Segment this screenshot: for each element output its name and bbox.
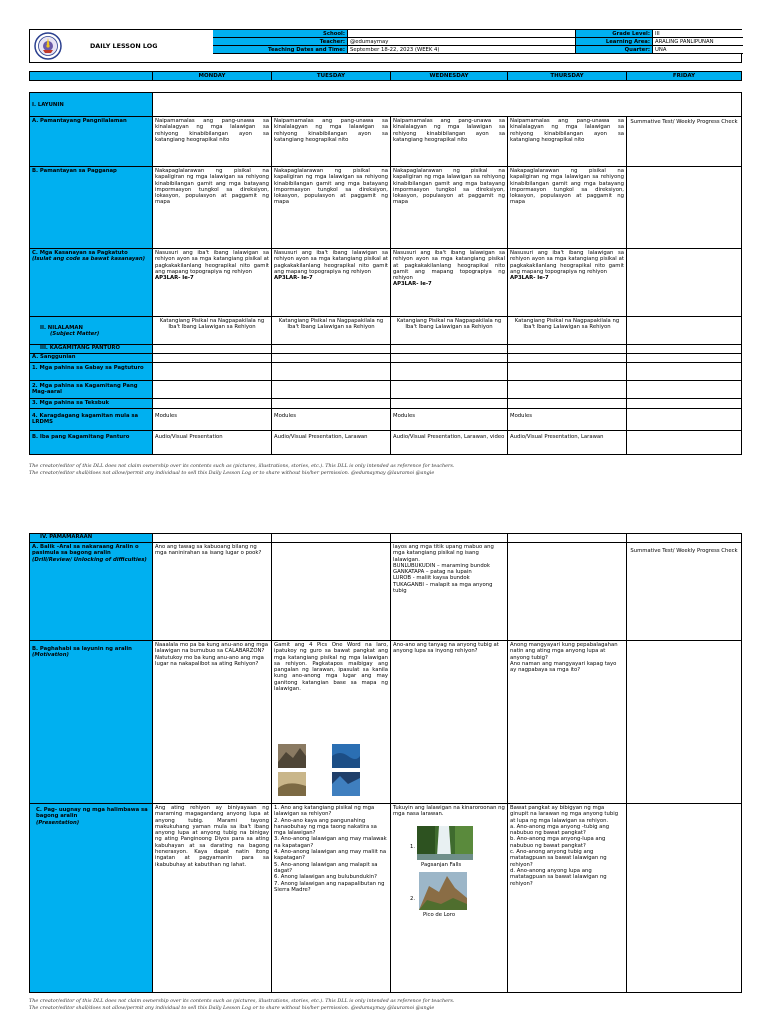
day-tuesday: TUESDAY — [272, 72, 391, 80]
pag-uugnay-thu-line: a. Ano-anong mga anyong -tubig ang nabubuo ng bawat pangkat? — [510, 823, 610, 837]
paghahabi-thursday — [508, 641, 627, 803]
school-value — [348, 30, 576, 38]
pag-uugnay-friday — [627, 804, 741, 992]
disclaimer-footer-1 — [29, 463, 454, 477]
dll-title: DAILY LESSON LOG — [90, 42, 158, 50]
paghahabi-friday — [627, 641, 741, 803]
gabay-label: 1. Mga pahina sa Gabay sa Pagtuturo — [30, 363, 153, 380]
pag-uugnay-tue-line: 6. Anong lalawigan ang bulubundukin? — [274, 874, 377, 881]
kasanayan-wednesday — [391, 249, 508, 316]
pic1-number: 1. — [410, 844, 416, 850]
lesson-table-part1 — [29, 92, 742, 455]
teaching-dates-label: Teaching Dates and Time: — [213, 46, 348, 54]
lrdms-thursday: Modules — [508, 409, 627, 430]
kasanayan-subtitle: (Isulat ang code sa bawat kasanayan) — [32, 256, 146, 263]
pamamaraan-monday — [153, 534, 272, 542]
sanggunian-label: A. Sanggunian — [30, 354, 153, 362]
kasanayan-monday — [153, 249, 272, 316]
pagganap-friday — [627, 167, 741, 248]
teksbuk-tuesday — [272, 399, 391, 408]
iba-thursday: Audio/Visual Presentation, Larawan — [508, 431, 627, 454]
pico-de-loro-image — [419, 872, 467, 910]
pag-uugnay-tue-line: 3. Ano-anong lalawigan ang may malawak na kapatagan? — [274, 836, 387, 849]
paghahabi-monday — [153, 641, 272, 803]
pag-uugnay-row — [30, 804, 741, 992]
header-info-grid — [213, 30, 743, 62]
lrdms-wednesday: Modules — [391, 409, 508, 430]
nilalaman-monday: Katangiang Pisikal na Nagpapakilala ng Iba't Ibang Lalawigan sa Rehiyon — [153, 317, 272, 344]
day-thursday: THURSDAY — [508, 72, 627, 80]
kagamitang-mag-aaral-label: 2. Mga pahina sa Kagamitang Pang Mag-aaral — [30, 381, 153, 398]
sanggunian-monday — [153, 354, 272, 362]
balik-aral-row — [30, 543, 741, 641]
teksbuk-friday — [627, 399, 741, 408]
disclaimer-line-1: The creator/editor of this DLL does not claim ownership over its contents such as (pictures, illustrations, stories, etc.). This DLL is only intended as reference for teachers. — [29, 998, 455, 1004]
pico-de-loro-caption: Pico de Loro — [423, 912, 456, 918]
layunin-row — [30, 93, 741, 117]
kagamitang-panturo-label: III. KAGAMITANG PANTURO — [30, 345, 153, 353]
paghahabi-tue-text: Gamit ang 4 Pics One Word na laro, ipatukoy ng guro sa bawat pangkat ang mga katangiang pisikal ng mga lalawigan sa rehiyon. Pagkatapos maibigay ang pangalan ng larawan, ipasulat sa kanila kung ano-anong mga lugar ang may ganitong katangian base sa mapa ng lalawigan. — [274, 642, 388, 693]
pag-uugnay-tue-line: 1. Ano ang katangiang pisikal ng mga lalawigan sa rehiyon? — [274, 805, 375, 818]
balik-aral-monday: Ano ang tawag sa kabuoang bilang ng mga naninirahan sa isang lugar o pook? — [153, 543, 272, 640]
lrdms-row — [30, 409, 741, 431]
pamantayan-sa-pagganap-row — [30, 167, 741, 249]
balik-aral-wed-line: TUKAGANBI – malapit sa mga anyong tubig — [393, 581, 493, 595]
pangnilalaman-tuesday: Naipamamalas ang pang-unawa sa kinalalagyan ng mga lalawigan sa rehiyong kinabibilangan ayon sa katangiang heograpikal nito — [272, 117, 391, 166]
pag-uugnay-tue-line: 7. Anong lalawigan ang napapalibutan ng Sierra Madre? — [274, 880, 385, 893]
balik-aral-wed-line: layos ang mga titik upang mabuo ang mga katangiang pisikal ng isang lalawigan. — [393, 544, 494, 563]
pag-uugnay-tue-line: 2. Ano-ano kaya ang pangunahing hanaobuhay ng mga taong nakatira sa mga lalawigan? — [274, 817, 377, 837]
lrdms-label: 4. Karagdagang kagamitan mula sa LRDMS — [30, 409, 153, 430]
nilalaman-wednesday: Katangiang Pisikal na Nagpapakilala ng Iba't Ibang Lalawigan sa Rehiyon — [391, 317, 508, 344]
pag-uugnay-subtitle: (Presentation) — [36, 819, 80, 826]
disclaimer-footer-2 — [29, 998, 454, 1012]
paghahabi-label — [30, 641, 153, 803]
quarter-label: Quarter: — [576, 46, 653, 54]
pag-uugnay-tue-line: 5. Ano-anong lalawigan ang malapit sa dagat? — [274, 861, 378, 874]
pamamaraan-row — [30, 534, 741, 543]
kagamitan-friday — [627, 345, 741, 353]
pag-uugnay-thu-line: d. Ano-anong anyong lupa ang matatagpuan sa bawat lalawigan ng rehiyon? — [510, 867, 607, 887]
kasanayan-title: C. Mga Kasanayan sa Pagkatuto — [32, 250, 128, 256]
pamamaraan-label: IV. PAMAMARAAN — [30, 534, 153, 542]
kasanayan-thursday — [508, 249, 627, 316]
kasanayan-tuesday-text: Nasusuri ang iba't ibang lalawigan sa rehiyon ayon sa mga katangiang pisikal at pagkakakilanlang heograpikal nito gamit ang mapang topograpiya ng rehiyon — [274, 250, 388, 275]
pagganap-wednesday: Nakapaglalarawan ng pisikal na kapaligiran ng mga lalawigan sa rehiyong kinabibilangan gamit ang mga batayang impormasyon tungkol sa direksiyon, lokasyon, populasyon at paggamit ng mapa — [391, 167, 508, 248]
teacher-value: @edumaymay — [348, 38, 576, 46]
teacher-label: Teacher: — [213, 38, 348, 46]
mag-aaral-tuesday — [272, 381, 391, 398]
four-pics-one-word-image — [278, 744, 368, 798]
pamantayang-pangnilalaman-label: A. Pamantayang Pangnilalaman — [30, 117, 153, 166]
pag-uugnay-label — [30, 804, 153, 992]
nilalaman-thursday: Katangiang Pisikal na Nagpapakilala ng Iba't Ibang Lalawigan sa Rehiyon — [508, 317, 627, 344]
paghahabi-wednesday: Ano-ano ang tanyag na anyong tubig at anyong lupa sa inyong rehiyon? — [391, 641, 508, 803]
sanggunian-row — [30, 354, 741, 363]
disclaimer-line-1: The creator/editor of this DLL does not claim ownership over its contents such as (pictures, illustrations, stories, etc.). This DLL is only intended as reference for teachers. — [29, 463, 455, 469]
kasanayan-wednesday-code: AP3LAR- Ie-7 — [393, 281, 432, 288]
paghahabi-thu-line: Anong mangyayari kung pepabalagahan natin ang ating mga anyong lupa at anyong tubig? — [510, 642, 618, 661]
pamamaraan-thursday — [508, 534, 627, 542]
mag-aaral-monday — [153, 381, 272, 398]
lrdms-tuesday: Modules — [272, 409, 391, 430]
pamantayan-sa-pagganap-label: B. Pamantayan sa Pagganap — [30, 167, 153, 248]
nilalaman-title: II. NILALAMAN — [40, 325, 83, 331]
paghahabi-row — [30, 641, 741, 804]
kagamitan-monday — [153, 345, 272, 353]
balik-aral-label — [30, 543, 153, 640]
kasanayan-tuesday-code: AP3LAR- Ie-7 — [274, 275, 313, 282]
teksbuk-monday — [153, 399, 272, 408]
iba-monday: Audio/Visual Presentation — [153, 431, 272, 454]
sanggunian-tuesday — [272, 354, 391, 362]
balik-aral-thursday — [508, 543, 627, 640]
kasanayan-label — [30, 249, 153, 316]
mag-aaral-thursday — [508, 381, 627, 398]
kasanayan-row — [30, 249, 741, 317]
lesson-table-part2 — [29, 533, 742, 993]
paghahabi-mon-line: Natutukoy mo ba kung anu-ano ang mga lugar na nakapalibot sa ating Rehiyon? — [155, 654, 264, 667]
kagamitan-wednesday — [391, 345, 508, 353]
grade-level-value: III — [653, 30, 743, 38]
kasanayan-thursday-text: Nasusuri ang iba't ibang lalawigan sa rehiyon ayon sa mga katangiang pisikal at pagkakakilanlang heograpikal nito gamit ang mapang topograpiya ng rehiyon — [510, 250, 624, 275]
kasanayan-thursday-code: AP3LAR- Ie-7 — [510, 275, 549, 282]
kasanayan-monday-text: Nasusuri ang iba't ibang lalawigan sa rehiyon ayon sa mga katangiang pisikal at pagkakakilanlang heograpikal nito gamit ang mapang topograpiya ng rehiyon — [155, 250, 269, 275]
lrdms-monday: Modules — [153, 409, 272, 430]
kagamitan-row — [30, 345, 741, 354]
layunin-blank — [153, 93, 741, 116]
teksbuk-thursday — [508, 399, 627, 408]
sanggunian-wednesday — [391, 354, 508, 362]
pag-uugnay-thu-line: c. Ano-anong anyong tubig ang matatagpuan sa bawat lalawigan ng rehiyon? — [510, 849, 607, 868]
pagganap-thursday: Nakapaglalarawan ng pisikal na kapaligiran ng mga lalawigan sa rehiyong kinabibilangan gamit ang mga batayang impormasyon tungkol sa direksiyon, lokasyon, populasyon at paggamit ng mapa — [508, 167, 627, 248]
gabay-thursday — [508, 363, 627, 380]
pamantayang-pangnilalaman-row — [30, 117, 741, 167]
kagamitan-thursday — [508, 345, 627, 353]
balik-aral-wednesday — [391, 543, 508, 640]
balik-aral-tuesday — [272, 543, 391, 640]
paghahabi-mon-line: Naaalala mo pa ba kung anu-ano ang mga lalawigan na bumubuo sa CALABARZON? — [155, 642, 268, 655]
balik-aral-friday: Summative Test/ Weekly Progress Check — [630, 548, 738, 554]
nilalaman-label — [30, 317, 153, 344]
deped-seal-icon — [34, 32, 62, 60]
teksbuk-label: 3. Mga pahina sa Teksbuk — [30, 399, 153, 408]
mag-aaral-wednesday — [391, 381, 508, 398]
dll-header — [29, 29, 742, 63]
pag-uugnay-wednesday — [391, 804, 508, 992]
kasanayan-friday — [627, 249, 741, 316]
pamamaraan-wednesday — [391, 534, 508, 542]
balik-aral-wed-line: LUROB - maliit kaysa bundok — [393, 575, 470, 582]
pag-uugnay-thu-line: Bawat pangkat ay bibigyan ng mga ginupit na larawan ng mga anyong tubig at lupa ng mga lalawigan sa rehiyon. — [510, 805, 619, 824]
layunin-label: I. LAYUNIN — [30, 93, 153, 116]
pagganap-monday: Nakapaglalarawan ng pisikal na kapaligiran ng mga lalawigan sa rehiyong kinabibilangan gamit ang mga batayang impormasyon tungkol sa direksiyon, lokasyon, populasyon at paggamit ng mapa — [153, 167, 272, 248]
pamamaraan-friday — [627, 534, 741, 542]
gabay-row — [30, 363, 741, 381]
gabay-wednesday — [391, 363, 508, 380]
teksbuk-row — [30, 399, 741, 409]
nilalaman-subtitle: (Subject Matter) — [50, 331, 100, 338]
iba-friday — [627, 431, 741, 454]
pagganap-tuesday: Nakapaglalarawan ng pisikal na kapaligiran ng mga lalawigan sa rehiyong kinabibilangan gamit ang mga batayang impormasyon tungkol sa direksiyon, lokasyon, populasyon at paggamit ng mapa — [272, 167, 391, 248]
pamamaraan-tuesday — [272, 534, 391, 542]
day-header-bar — [29, 71, 742, 81]
teaching-dates-value: September 18-22, 2023 (WEEK 4) — [348, 46, 576, 54]
balik-aral-wed-line: GANKATAPA – patag na lupain — [393, 569, 472, 576]
quarter-value: UNA — [653, 46, 743, 54]
teksbuk-wednesday — [391, 399, 508, 408]
balik-aral-wed-line: BUNLUBUKUDIN – maraming bundok — [393, 562, 490, 569]
kasanayan-wednesday-text: Nasusuri ang iba't ibang lalawigan sa rehiyon ayon sa mga katangiang pisikal at pagkakakilanlang heograpikal nito gamit ang mapang topograpiya ng rehiyon — [393, 250, 505, 282]
kasanayan-tuesday — [272, 249, 391, 316]
paghahabi-title: B. Paghahabi sa layunin ng aralin — [32, 646, 132, 652]
pag-uugnay-title: C. Pag- uugnay ng mga halimbawa sa bagong aralin — [36, 807, 148, 820]
pag-uugnay-tue-line: 4. Ano-anong lalawigan ang may maliit na kapatagan? — [274, 849, 387, 862]
mag-aaral-friday — [627, 381, 741, 398]
iba-pang-kagamitan-label: B. Iba pang Kagamitang Panturo — [30, 431, 153, 454]
balik-aral-title: A. Balik –Aral sa nakaraang Aralin o pasimula sa bagong aralin — [32, 544, 139, 557]
paghahabi-tuesday — [272, 641, 391, 803]
disclaimer-line-2: The creator/editor shall/does not allow/permit any individual to sell this Daily Lesson Log or to share without his/her permission. @edumaymay @lauramoi @angie — [29, 1005, 435, 1011]
pagsanjan-falls-caption: Pagsanjan Falls — [421, 862, 462, 868]
day-friday: FRIDAY — [672, 73, 696, 79]
pag-uugnay-monday: Ang ating rehiyon ay biniyayaan ng maraming magagandang anyong lupa at anyong tubig. Marami tayong makukuhang yaman mula sa iba't ibang anyong lupa at anyong tubig na binigay ng ating Panginoong Diyos para sa ating kabuhayan at sa darating na bagong henerasyon. Kaya dapat natin itong ingatan at pagyamanin para sa ikabubuhay at kabutihan ng lahat. — [153, 804, 272, 992]
paghahabi-subtitle: (Motivation) — [32, 652, 69, 659]
grade-level-label: Grade Level: — [576, 30, 653, 38]
iba-pang-kagamitan-row — [30, 431, 741, 454]
kasanayan-monday-code: AP3LAR- Ie-7 — [155, 275, 194, 282]
nilalaman-row — [30, 317, 741, 345]
nilalaman-tuesday: Katangiang Pisikal na Nagpapakilala ng Iba't Ibang Lalawigan sa Rehiyon — [272, 317, 391, 344]
pangnilalaman-thursday: Naipamamalas ang pang-unawa sa kinalalagyan ng mga lalawigan sa rehiyong kinabibilangan ayon sa katangiang heograpikal nito — [508, 117, 627, 166]
gabay-monday — [153, 363, 272, 380]
kagamitan-tuesday — [272, 345, 391, 353]
kagamitang-mag-aaral-row — [30, 381, 741, 399]
gabay-friday — [627, 363, 741, 380]
pangnilalaman-friday: Summative Test/ Weekly Progress Check — [630, 119, 738, 125]
paghahabi-thu-line: Ano naman ang mangyayari kapag tayo ay nagpabaya sa mga ito? — [510, 660, 617, 674]
balik-aral-subtitle: (Drill/Review/ Unlocking of difficulties) — [32, 556, 147, 563]
pagsanjan-falls-image — [417, 826, 473, 860]
iba-tuesday: Audio/Visual Presentation, Larawan — [272, 431, 391, 454]
gabay-tuesday — [272, 363, 391, 380]
pag-uugnay-thursday — [508, 804, 627, 992]
pic2-number: 2. — [410, 896, 416, 902]
school-label: School: — [213, 30, 348, 38]
pag-uugnay-thu-line: b. Ano-anong mga anyong-lupa ang nabubuo ng bawat pangkat? — [510, 836, 606, 849]
day-wednesday: WEDNESDAY — [391, 72, 508, 80]
disclaimer-line-2: The creator/editor shall/does not allow/permit any individual to sell this Daily Lesson Log or to share without his/her permission. @edumaymay @lauramoi @angie — [29, 470, 435, 476]
sanggunian-thursday — [508, 354, 627, 362]
pag-uugnay-tuesday — [272, 804, 391, 992]
iba-wednesday: Audio/Visual Presentation, Larawan, video — [391, 431, 508, 454]
pangnilalaman-wednesday: Naipamamalas ang pang-unawa sa kinalalagyan ng mga lalawigan sa rehiyong kinabibilangan ayon sa katangiang heograpikal nito — [391, 117, 508, 166]
nilalaman-friday — [627, 317, 741, 344]
learning-area-value: ARALING PANLIPUNAN — [653, 38, 743, 46]
pangnilalaman-monday: Naipamamalas ang pang-unawa sa kinalalagyan ng mga lalawigan sa rehiyong kinabibilangan ayon sa katangiang heograpikal nito — [153, 117, 272, 166]
lrdms-friday — [627, 409, 741, 430]
day-header-blank — [30, 72, 153, 80]
sanggunian-friday — [627, 354, 741, 362]
day-monday: MONDAY — [153, 72, 272, 80]
learning-area-label: Learning Area: — [576, 38, 653, 46]
pag-uugnay-wed-intro: Tukuyin ang lalawigan na kinaroroonan ng mga nasa larawan. — [393, 805, 505, 818]
